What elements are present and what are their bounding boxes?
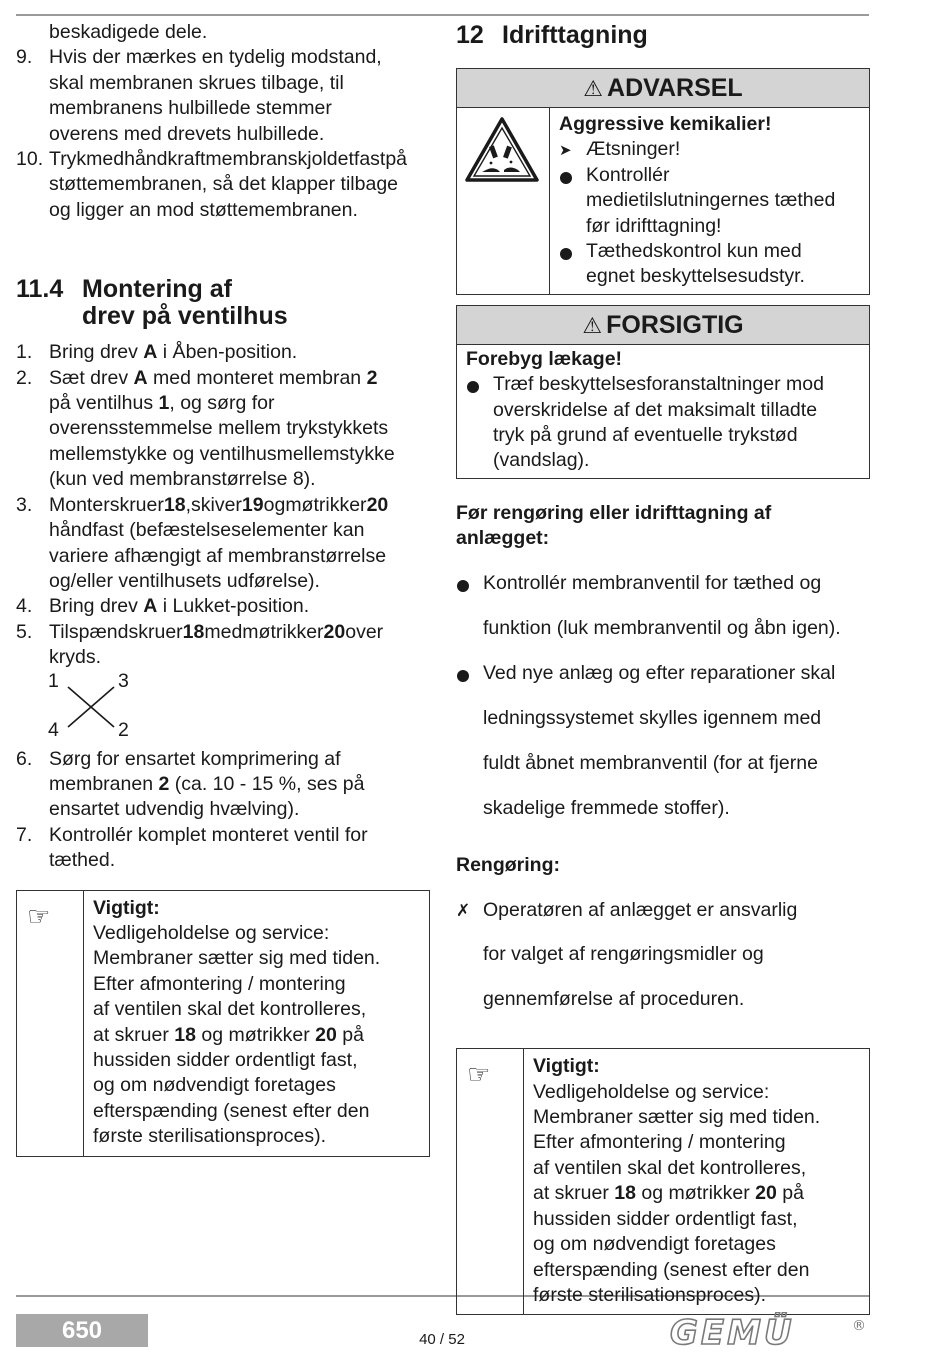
text-run: ogmøtrikker	[263, 493, 367, 516]
text-line	[49, 391, 430, 416]
warning-header-label: ADVARSEL	[607, 74, 743, 102]
item-text	[16, 147, 430, 223]
text-line: før idrifttagning!	[586, 214, 722, 237]
title-line: Montering af	[82, 275, 232, 304]
text-run: Tilspændskruer	[49, 620, 183, 643]
bold-ref: 18	[182, 620, 205, 643]
note-title: Vigtigt:	[533, 1055, 600, 1078]
cross-tightening-diagram	[48, 671, 430, 747]
text-run: i Åben-position.	[157, 341, 298, 364]
item-text	[16, 366, 430, 493]
text-line	[49, 645, 430, 670]
text-line: Operatøren af anlægget er ansvarlig	[483, 898, 798, 921]
text-run: membranen	[49, 772, 159, 795]
text-line: Træf beskyttelsesforanstaltninger mod	[493, 373, 824, 396]
text-line	[49, 518, 430, 543]
text-line: Ved nye anlæg og efter reparationer skal	[483, 662, 836, 684]
cross-label-top-left: 1	[48, 669, 59, 692]
section-title	[16, 276, 430, 330]
before-cleaning-bullets	[456, 571, 870, 821]
text-line: membranens hulbillede stemmer	[49, 97, 332, 120]
note-text	[524, 1049, 820, 1314]
caution-title: Forebyg lækage!	[466, 347, 623, 370]
text-run: håndfast (befæstelseselementer kan	[49, 519, 365, 542]
text-line: gennemførelse af proceduren.	[483, 988, 745, 1011]
caution-text	[457, 345, 869, 478]
important-note-left	[16, 890, 430, 1157]
text-line: og ligger an mod støttemembranen.	[49, 198, 358, 221]
text-line	[49, 747, 430, 772]
text-line: Kontrollér	[586, 163, 670, 186]
bullet-item	[466, 372, 869, 474]
important-note-right	[456, 1048, 870, 1315]
note-lines	[93, 921, 380, 1150]
text-run: hussiden sidder ordentligt fast,	[93, 1049, 358, 1071]
text-line	[533, 1181, 820, 1206]
text-run: efterspænding (senest efter den	[93, 1099, 370, 1122]
text-run: af ventilen skal det kontrolleres,	[533, 1156, 807, 1179]
text-line	[49, 848, 430, 873]
text-line	[93, 1124, 380, 1149]
text-line: støttemembranen, så det klapper tilbage	[49, 173, 399, 196]
right-column	[456, 20, 870, 1315]
text-run: på	[776, 1182, 804, 1205]
bullet-dot-icon	[457, 670, 469, 682]
svg-text:GEMÜ: GEMÜ	[670, 1313, 795, 1352]
gemu-logo-icon	[668, 1312, 873, 1352]
continued-text: beskadigede dele.	[49, 21, 208, 43]
text-run: af ventilen skal det kontrolleres,	[93, 998, 367, 1021]
item-number: 5.	[16, 620, 33, 643]
text-line	[49, 416, 430, 441]
text-line	[49, 594, 430, 619]
text-line	[49, 467, 430, 492]
item-number: 6.	[16, 747, 33, 770]
item-text	[16, 493, 430, 595]
text-line: (vandslag).	[493, 449, 590, 472]
cross-label-bottom-right: 2	[118, 718, 129, 741]
text-run: , og sørg for	[169, 392, 275, 415]
text-run: (ca. 10 - 15 %, ses på	[169, 772, 365, 795]
text-line	[533, 1232, 820, 1257]
text-line	[49, 772, 430, 797]
bullet-item	[559, 239, 835, 290]
warning-icon-cell	[457, 108, 550, 294]
section-number: 12	[456, 21, 484, 49]
text-line: Trykmedhåndkraftmembranskjoldetfastpå	[49, 148, 408, 171]
text-line	[533, 1156, 820, 1181]
text-line	[93, 997, 380, 1022]
text-run: første sterilisationsproces).	[533, 1283, 766, 1306]
text-line	[533, 1130, 820, 1155]
warning-triangle-icon: ⚠	[582, 312, 603, 338]
item-text	[16, 747, 430, 823]
text-line	[49, 823, 430, 848]
model-number-badge: 650	[16, 1314, 148, 1347]
title-line: drev på ventilhus	[82, 302, 288, 331]
text-line: ledningssystemet skylles igennem med	[483, 706, 822, 729]
text-line	[93, 1023, 380, 1048]
note-text	[84, 891, 380, 1156]
step-item	[16, 594, 430, 619]
note-icon-cell	[457, 1049, 524, 1314]
section-number: 11.4	[16, 275, 64, 304]
text-run: at skruer	[533, 1182, 615, 1205]
corrosive-hazard-icon	[464, 116, 540, 184]
text-line	[93, 1099, 380, 1124]
warning-text	[550, 108, 835, 294]
text-line	[49, 544, 430, 569]
bold-ref: 18	[174, 1023, 196, 1046]
bullet-dot-icon	[467, 381, 479, 393]
text-line	[49, 493, 430, 518]
text-line	[93, 921, 380, 946]
cleaning-heading: Rengøring:	[456, 853, 560, 876]
step-item	[16, 620, 430, 671]
warning-triangle-icon: ⚠	[583, 76, 604, 101]
bullet-dot-icon	[560, 248, 572, 260]
text-line: Hvis der mærkes en tydelig modstand,	[49, 46, 382, 69]
text-run: Efter afmontering / montering	[533, 1131, 786, 1154]
item-number: 9.	[16, 46, 33, 69]
text-run: Vedligeholdelse og service:	[533, 1080, 770, 1103]
text-line: tryk på grund af eventuelle trykstød	[493, 424, 798, 447]
warning-title: Aggressive kemikalier!	[559, 113, 772, 135]
text-line	[49, 569, 430, 594]
text-run: Bring drev	[49, 341, 144, 364]
text-run: og om nødvendigt foretages	[533, 1233, 776, 1256]
text-line: Kontrollér membranventil for tæthed og	[483, 572, 822, 595]
text-line	[49, 620, 430, 645]
cross-label-bottom-left: 4	[48, 718, 59, 741]
text-line: funktion (luk membranventil og åbn igen).	[483, 617, 841, 640]
text-run: hussiden sidder ordentligt fast,	[533, 1207, 798, 1230]
bullet-dot-icon	[560, 172, 572, 184]
text-line: fuldt åbnet membranventil (for at fjerne	[483, 751, 818, 774]
text-line: skal membranen skrues tilbage, til	[49, 71, 344, 94]
bold-ref: A	[133, 366, 148, 389]
bullet-item	[559, 163, 835, 239]
text-line	[533, 1105, 820, 1130]
section-heading-12	[456, 22, 870, 49]
left-column	[16, 20, 430, 1157]
gemu-logo	[668, 1312, 873, 1359]
bold-ref: 2	[158, 772, 170, 795]
item-text	[16, 620, 430, 671]
bold-ref: A	[143, 341, 158, 364]
text-run: Sæt drev	[49, 366, 134, 389]
text-run: Sørg for ensartet komprimering af	[49, 747, 341, 770]
text-run: at skruer	[93, 1023, 175, 1046]
text-line	[533, 1207, 820, 1232]
text-run: (kun ved membranstørrelse 8).	[49, 468, 316, 491]
text-line	[49, 340, 430, 365]
text-line: overens med drevets hulbillede.	[49, 122, 325, 145]
step-item	[16, 823, 430, 874]
item-number: 2.	[16, 366, 33, 389]
warning-header	[457, 69, 869, 108]
text-line	[93, 972, 380, 997]
section-heading-11-4	[16, 276, 430, 330]
bold-ref: 20	[366, 493, 389, 516]
list-item-9	[16, 45, 430, 147]
item-number: 3.	[16, 493, 33, 516]
arrow-icon: ➤	[559, 142, 572, 160]
page-number: 40 / 52	[419, 1331, 465, 1348]
text-run: over	[345, 620, 384, 643]
heading-line: Før rengøring eller idrifttagning af	[456, 501, 772, 524]
text-run: mellemstykke og ventilhusmellemstykke	[49, 442, 395, 465]
item-number: 1.	[16, 341, 33, 364]
item-text	[16, 45, 430, 147]
text-run: Membraner sætter sig med tiden.	[93, 947, 381, 970]
bold-ref: 20	[323, 620, 346, 643]
bold-ref: 18	[614, 1182, 636, 1205]
pointing-hand-icon: ☞	[27, 900, 51, 931]
step-item	[16, 493, 430, 595]
text-run: ensartet udvendig hvælving).	[49, 798, 300, 821]
text-run: ,skiver	[185, 493, 242, 516]
text-run: medmøtrikker	[204, 620, 324, 643]
bold-ref: A	[143, 595, 158, 618]
text-line	[49, 366, 430, 391]
text-run: tæthed.	[49, 849, 116, 872]
cross-label-top-right: 3	[118, 669, 129, 692]
text-run: i Lukket-position.	[157, 595, 310, 618]
text-line	[93, 1048, 380, 1073]
text-line: overskridelse af det maksimalt tilladte	[493, 398, 818, 421]
text-run: Monterskruer	[49, 493, 164, 516]
text-line: Tæthedskontrol kun med	[586, 240, 802, 263]
caution-box	[456, 305, 870, 479]
note-lines	[533, 1080, 820, 1309]
mounting-steps	[16, 340, 430, 670]
cleaning-lines	[483, 898, 870, 1013]
list-item-10	[16, 147, 430, 223]
text-line	[49, 442, 430, 467]
text-line	[533, 1080, 820, 1105]
text-line: egnet beskyttelsesudstyr.	[586, 265, 805, 288]
text-run: og møtrikker	[635, 1182, 756, 1205]
note-title: Vigtigt:	[93, 896, 160, 919]
bold-ref: 19	[241, 493, 264, 516]
text-run: og møtrikker	[195, 1023, 316, 1046]
text-run: og/eller ventilhusets udførelse).	[49, 569, 320, 592]
top-rule	[16, 14, 869, 16]
item-text	[16, 340, 430, 365]
item-text	[16, 594, 430, 619]
text-run: variere afhængigt af membranstørrelse	[49, 544, 387, 567]
cleaning-note	[456, 898, 870, 1013]
text-run: Membraner sætter sig med tiden.	[533, 1106, 821, 1129]
text-run: Vedligeholdelse og service:	[93, 921, 330, 944]
text-line	[93, 1073, 380, 1098]
item-number: 7.	[16, 823, 33, 846]
warning-box	[456, 68, 870, 295]
step-item	[16, 340, 430, 365]
bold-ref: 1	[158, 392, 170, 415]
item-number: 4.	[16, 595, 33, 618]
bold-ref: 20	[755, 1182, 777, 1205]
item-text	[16, 823, 430, 874]
warning-bullets	[559, 163, 835, 290]
bullet-dot-icon	[457, 580, 469, 592]
bold-ref: 20	[315, 1023, 337, 1046]
text-run: overensstemmelse mellem trykstykkets	[49, 417, 389, 440]
bullet-item	[456, 571, 870, 641]
warning-consequence-text: Ætsninger!	[586, 138, 681, 161]
text-run: Kontrollér komplet monteret ventil for	[49, 823, 368, 846]
text-line	[49, 797, 430, 822]
text-run: efterspænding (senest efter den	[533, 1258, 810, 1281]
text-run: på	[336, 1023, 364, 1046]
before-cleaning-heading	[456, 501, 870, 552]
caution-header	[457, 306, 869, 345]
bold-ref: 18	[163, 493, 186, 516]
text-run: på ventilhus	[49, 392, 159, 415]
warning-consequence	[559, 137, 835, 162]
heading-line: anlægget:	[456, 527, 550, 550]
text-run: og om nødvendigt foretages	[93, 1074, 336, 1097]
text-line	[533, 1258, 820, 1283]
note-icon-cell	[17, 891, 84, 1156]
section-title: Idrifttagning	[502, 21, 648, 49]
step-item	[16, 747, 430, 823]
step-item	[16, 366, 430, 493]
cross-lines-icon	[66, 685, 116, 729]
text-run: kryds.	[49, 646, 102, 669]
cross-mark-icon: ✗	[456, 900, 471, 920]
text-run: med monteret membran	[147, 366, 367, 389]
item-number: 10.	[16, 148, 44, 171]
text-run: Efter afmontering / montering	[93, 972, 346, 995]
caution-bullets	[466, 372, 869, 474]
text-run: Bring drev	[49, 595, 144, 618]
text-line	[533, 1283, 820, 1308]
text-line: for valget af rengøringsmidler og	[483, 943, 764, 966]
bold-ref: 2	[366, 366, 378, 389]
text-line: skadelige fremmede stoffer).	[483, 796, 730, 819]
text-line: medietilslutningernes tæthed	[586, 189, 836, 212]
mounting-steps-continued	[16, 747, 430, 874]
text-line	[93, 946, 380, 971]
caution-header-label: FORSIGTIG	[606, 310, 744, 339]
bullet-item	[456, 661, 870, 821]
svg-text:®: ®	[852, 1318, 866, 1334]
text-run: første sterilisationsproces).	[93, 1125, 326, 1148]
pointing-hand-icon: ☞	[467, 1059, 491, 1090]
